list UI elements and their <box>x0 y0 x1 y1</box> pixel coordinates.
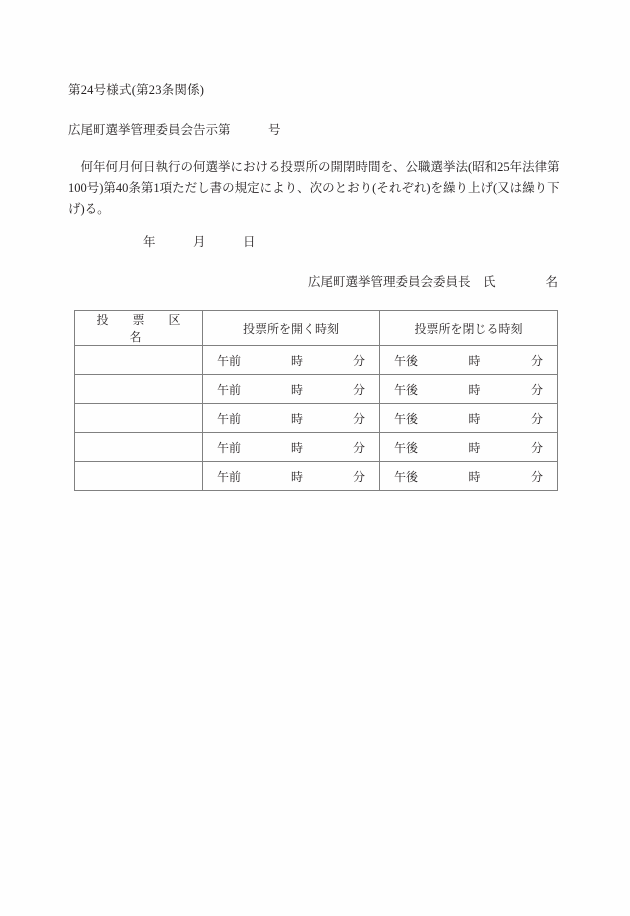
cell-close-time[interactable] <box>380 346 558 375</box>
cell-district-name[interactable] <box>75 462 203 491</box>
header-district-name: 投 票 区 名 <box>75 311 203 346</box>
cell-open-time[interactable] <box>203 404 380 433</box>
paragraph-line-2: 100号)第40条第1項ただし書の規定により、次のとおり(それぞれ)を繰り上げ(又は繰り下 <box>68 181 560 195</box>
cell-close-time[interactable] <box>380 433 558 462</box>
open-hour-unit: 時 <box>290 469 303 484</box>
form-number-heading: 第24号様式(第23条関係) <box>68 83 205 97</box>
close-hour-unit: 時 <box>468 469 481 484</box>
signature-line: 広尾町選挙管理委員会委員長 氏 名 <box>307 275 558 289</box>
close-period-label: 午後 <box>394 353 419 368</box>
header-close-time: 投票所を閉じる時刻 <box>380 311 558 346</box>
header-open-time: 投票所を開く時刻 <box>203 311 380 346</box>
open-period-label: 午前 <box>217 440 242 455</box>
cell-open-time[interactable] <box>203 375 380 404</box>
voting-hours-table <box>74 310 558 491</box>
district-name-value <box>83 346 194 374</box>
notice-number-line: 広尾町選挙管理委員会告示第 号 <box>68 123 281 137</box>
paragraph-line-1: 何年何月何日執行の何選挙における投票所の開閉時間を、公職選挙法(昭和25年法律第 <box>68 160 560 174</box>
cell-district-name[interactable] <box>75 433 203 462</box>
close-hour-unit: 時 <box>468 440 481 455</box>
date-line: 年 月 日 <box>68 235 256 249</box>
open-period-label: 午前 <box>217 411 242 426</box>
close-minute-unit: 分 <box>530 353 543 368</box>
open-minute-unit: 分 <box>352 411 365 426</box>
close-minute-unit: 分 <box>530 382 543 397</box>
open-minute-unit: 分 <box>352 353 365 368</box>
close-period-label: 午後 <box>394 440 419 455</box>
cell-close-time[interactable] <box>380 375 558 404</box>
district-name-value <box>83 375 194 403</box>
paragraph-line-3: げ)る。 <box>68 202 110 216</box>
open-period-label: 午前 <box>217 382 242 397</box>
table-row <box>75 346 558 375</box>
open-hour-unit: 時 <box>290 382 303 397</box>
close-hour-unit: 時 <box>468 411 481 426</box>
cell-open-time[interactable] <box>203 462 380 491</box>
open-hour-unit: 時 <box>290 411 303 426</box>
close-minute-unit: 分 <box>530 411 543 426</box>
district-name-value <box>83 433 194 461</box>
open-minute-unit: 分 <box>352 440 365 455</box>
district-name-value <box>83 404 194 432</box>
table-row <box>75 375 558 404</box>
open-period-label: 午前 <box>217 469 242 484</box>
open-period-label: 午前 <box>217 353 242 368</box>
close-period-label: 午後 <box>394 382 419 397</box>
cell-close-time[interactable] <box>380 404 558 433</box>
open-hour-unit: 時 <box>290 440 303 455</box>
open-minute-unit: 分 <box>352 382 365 397</box>
open-minute-unit: 分 <box>352 469 365 484</box>
body-paragraph <box>68 157 564 220</box>
open-hour-unit: 時 <box>290 353 303 368</box>
table-row <box>75 433 558 462</box>
table-row <box>75 404 558 433</box>
cell-close-time[interactable] <box>380 462 558 491</box>
table-header-row <box>75 311 558 346</box>
close-minute-unit: 分 <box>530 469 543 484</box>
cell-open-time[interactable] <box>203 346 380 375</box>
close-minute-unit: 分 <box>530 440 543 455</box>
close-period-label: 午後 <box>394 469 419 484</box>
cell-district-name[interactable] <box>75 375 203 404</box>
cell-open-time[interactable] <box>203 433 380 462</box>
close-hour-unit: 時 <box>468 382 481 397</box>
close-period-label: 午後 <box>394 411 419 426</box>
district-name-value <box>83 462 194 490</box>
cell-district-name[interactable] <box>75 404 203 433</box>
cell-district-name[interactable] <box>75 346 203 375</box>
table-row <box>75 462 558 491</box>
close-hour-unit: 時 <box>468 353 481 368</box>
